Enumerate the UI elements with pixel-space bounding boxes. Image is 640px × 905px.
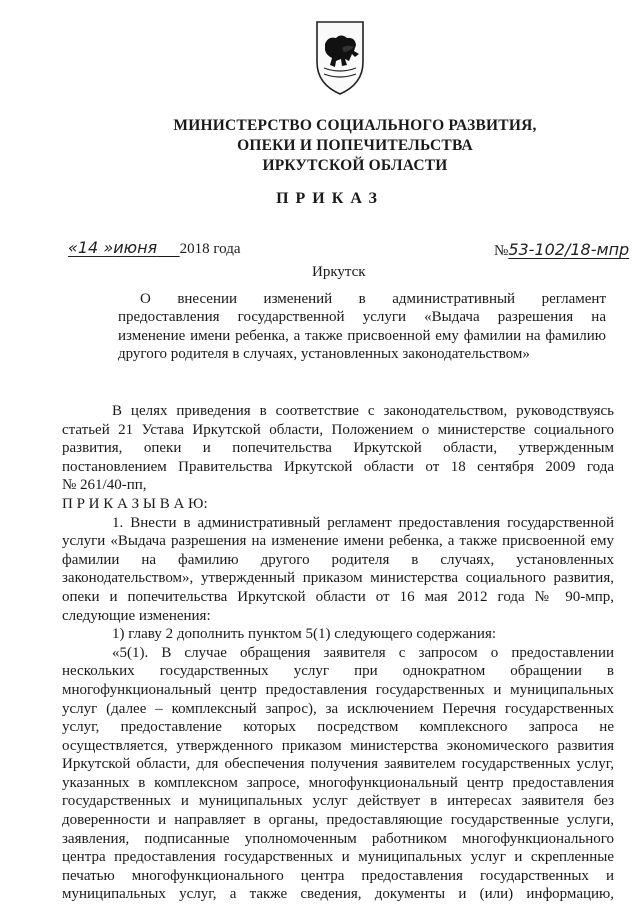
order-title: ПРИКАЗ (276, 190, 384, 207)
body-line: услуг, предоставление которых посредством комплексного запроса не (62, 719, 614, 736)
date-month-handwritten: июня (113, 238, 158, 257)
body-line: «5(1). В случае обращения заявителя с запросом о предоставлении (112, 644, 614, 661)
body-line: многофункциональный центр предоставления государственных и муниципальных (62, 681, 614, 698)
body-line: следующие изменения: (62, 607, 211, 624)
body-line: постановлением Правительства Иркутской области от 18 сентября 2009 года (62, 458, 614, 475)
body-line: В целях приведения в соответствие с законодательством, руководствуясь (112, 403, 614, 419)
ministry-header (150, 116, 560, 176)
subject-line: предоставления государственной услуги «Выдача разрешения на (118, 309, 606, 326)
body-line: фамилии на фамилию другого родителя в случаях, установленных (62, 551, 614, 568)
body-line: 1) главу 2 дополнить пунктом 5(1) следующего содержания: (112, 626, 497, 643)
body-line: № 261/40-пп, (62, 477, 147, 494)
order-subject (118, 290, 606, 363)
body-line: статьей 21 Устава Иркутской области, Положением о министерстве социального (62, 421, 614, 438)
number-handwritten: 53-102/18-мпр (508, 240, 630, 259)
body-line: услуг (далее – комплексный запрос), за исключением Перечня государственных (62, 700, 614, 717)
body-line: осуществляется, утвержденного приказом министерства экономического развития (62, 737, 614, 754)
city: Иркутск (312, 264, 366, 280)
body-line: доверенности и направляет в органы, предоставляющие государственные услуги, (62, 812, 614, 829)
subject-line: О внесении изменений в административный регламент (140, 291, 606, 307)
body-line: законодательством», утвержденный приказом министерства социального развития, (62, 570, 614, 587)
ministry-line-1: МИНИСТЕРСТВО СОЦИАЛЬНОГО РАЗВИТИЯ, (173, 117, 537, 134)
ministry-line-2: ОПЕКИ И ПОПЕЧИТЕЛЬСТВА (237, 137, 473, 154)
body-line: заявления, подписанные уполномоченным работником многофункционального (62, 830, 614, 847)
order-body (62, 402, 614, 904)
date-year: 2018 года (179, 241, 241, 257)
body-line: 1. Внести в административный регламент предоставления государственной (112, 514, 614, 531)
body-line: указанных в комплексном запросе, многофункциональный центр предоставления (62, 774, 614, 791)
date-day-handwritten: «14 » (68, 238, 114, 257)
body-line: муниципальных услуг, а также сведения, документы и (или) информацию, (62, 886, 614, 903)
body-line: услуги «Выдача разрешения на изменение имени ребенка, а также присвоенной ему (62, 533, 614, 550)
body-line: государственных и муниципальных услуг действует в интересах заявителя без (62, 793, 614, 810)
order-date (68, 238, 241, 258)
body-line: опеки и попечительства Иркутской области от 16 мая 2012 года № 90-мпр, (62, 588, 614, 605)
subject-line: изменение имени ребенка, а также присвоенной ему фамилии на фамилию (118, 327, 606, 344)
body-line: нескольких государственных услуг при однократном обращении в (62, 663, 614, 680)
body-line: Иркутской области, для обеспечения получения заявителем государственных услуг, (62, 756, 614, 773)
body-line: центра предоставления государственных и муниципальных услуг и скрепленные (62, 849, 614, 866)
coat-of-arms-icon (314, 18, 366, 98)
ministry-line-3: ИРКУТСКОЙ ОБЛАСТИ (262, 157, 448, 174)
order-number (494, 240, 629, 260)
body-line: развития, опеки и попечительства Иркутской области, утвержденным (62, 440, 614, 457)
order-directive: П Р И К А З Ы В А Ю: (62, 495, 208, 512)
body-line: печатью многофункционального центра предоставления государственных и (62, 867, 614, 884)
subject-line: другого родителя в случаях, установленных законодательством» (118, 345, 530, 362)
number-prefix: № (494, 243, 509, 259)
